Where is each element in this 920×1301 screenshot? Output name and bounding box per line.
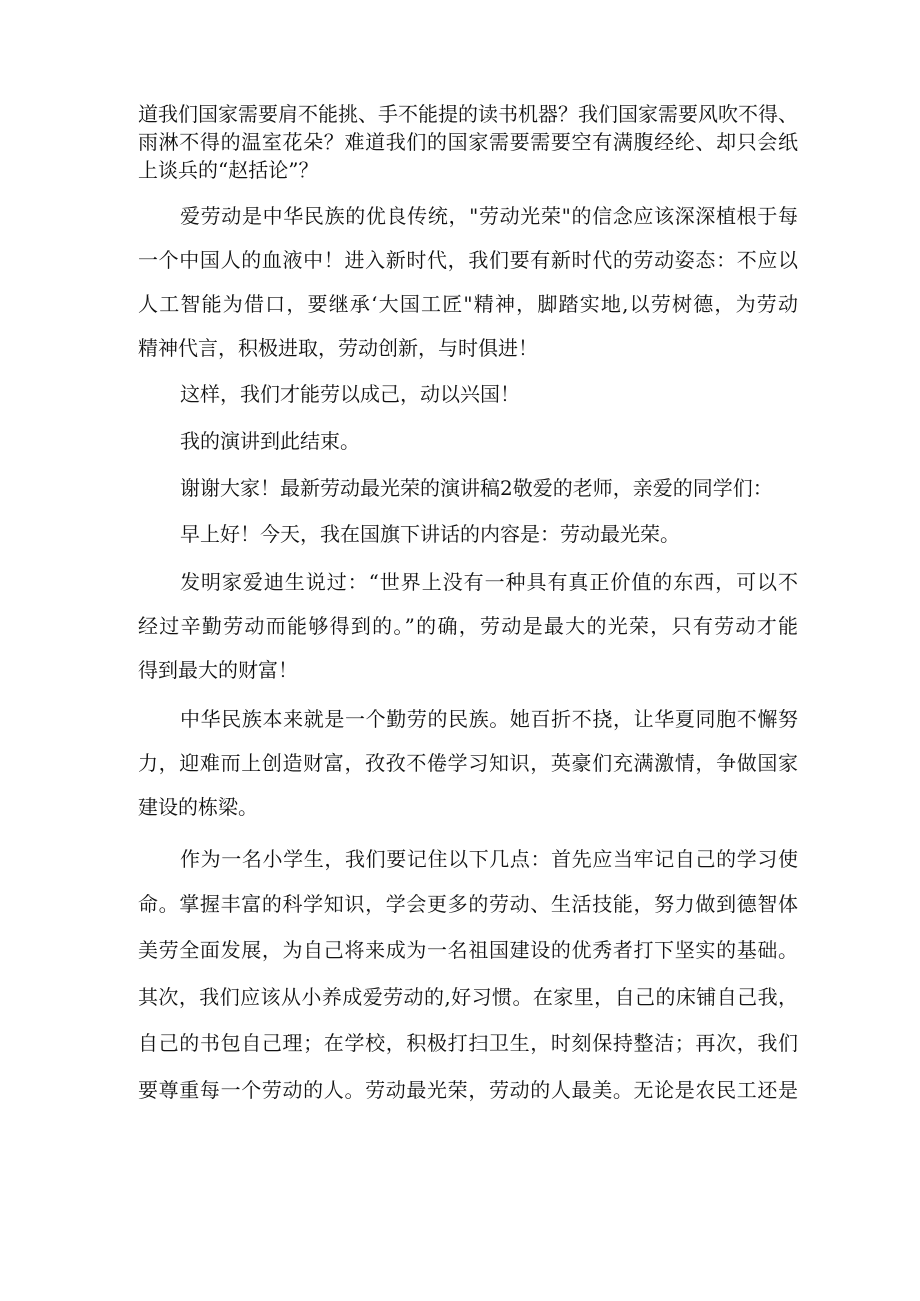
text-line: 自己的书包自己理；在学校，积极打扫卫生，时刻保持整洁；再次，我们 xyxy=(138,1031,798,1055)
text-line: 得到最大的财富！ xyxy=(138,658,298,682)
text-line: 精神代言，积极进取，劳动创新，与时俱进！ xyxy=(138,336,538,360)
text-line: 中华民族本来就是一个勤劳的民族。她百折不挠，让华夏同胞不懈努 xyxy=(180,707,798,731)
text-line: 谢谢大家！最新劳动最光荣的演讲稿2敬爱的老师，亲爱的同学们： xyxy=(180,476,773,500)
text-line: 要尊重每一个劳动的人。劳动最光荣，劳动的人最美。无论是农民工还是 xyxy=(138,1078,798,1102)
text-line: 力，迎难而上创造财富，孜孜不倦学习知识，英豪们充满激情，争做国家 xyxy=(138,751,798,775)
text-line: 人工智能为借口，要继承‘大国工匠"精神，脚踏实地,以劳树德，为劳动 xyxy=(138,292,798,316)
text-line: 命。掌握丰富的科学知识，学会更多的劳动、生活技能，努力做到德智体 xyxy=(138,892,798,916)
text-line: 上谈兵的“赵括论”？ xyxy=(138,158,319,182)
text-line: 美劳全面发展，为自己将来成为一名祖国建设的优秀者打下坚实的基础。 xyxy=(138,938,798,962)
text-line: 这样，我们才能劳以成己，动以兴国！ xyxy=(180,382,520,406)
text-line: 雨淋不得的温室花朵？难道我们的国家需要需要空有满腹经纶、却只会纸 xyxy=(138,130,798,154)
text-line: 我的演讲到此结束。 xyxy=(180,429,360,453)
text-line: 道我们国家需要肩不能挑、手不能提的读书机器？我们国家需要风吹不得、 xyxy=(138,102,798,126)
text-line: 建设的栋梁。 xyxy=(138,795,258,819)
text-line: 爱劳动是中华民族的优良传统，"劳动光荣"的信念应该深深植根于每 xyxy=(180,204,798,228)
text-line: 早上好！今天，我在国旗下讲话的内容是：劳动最光荣。 xyxy=(180,522,680,546)
text-line: 其次，我们应该从小养成爱劳动的,好习惯。在家里，自己的床铺自己我， xyxy=(138,985,798,1009)
text-line: 发明家爱迪生说过：“世界上没有一种具有真正价值的东西，可以不 xyxy=(180,570,798,594)
text-line: 经过辛勤劳动而能够得到的。”的确，劳动是最大的光荣，只有劳动才能 xyxy=(138,614,798,638)
text-line: 作为一名小学生，我们要记住以下几点：首先应当牢记自己的学习使 xyxy=(180,847,798,871)
text-line: 一个中国人的血液中！进入新时代，我们要有新时代的劳动姿态：不应以 xyxy=(138,248,798,272)
